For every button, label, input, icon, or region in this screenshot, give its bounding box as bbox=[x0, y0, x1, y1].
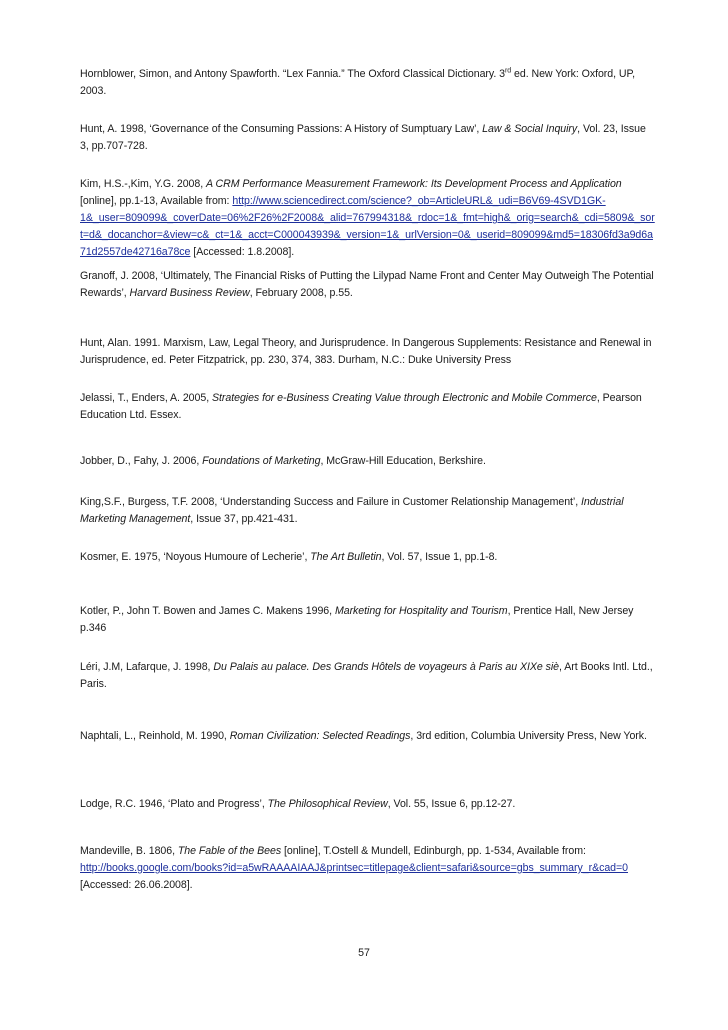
reference-entry bbox=[80, 494, 655, 528]
reference-text: , Pearson Education Ltd. Essex. bbox=[80, 392, 642, 421]
reference-italic-title: Roman Civilization: Selected Readings bbox=[229, 730, 411, 742]
reference-entry bbox=[80, 659, 655, 693]
reference-text: Hunt, Alan. 1991. Marxism, Law, Legal Theory, and Jurisprudence. In Dangerous Supplements: Resistance and Renewal in Jurisprudence, ed. Peter Fitzpatrick, pp. 230, 374, 383. Durham, N.C.: Duke University Press bbox=[80, 337, 652, 366]
reference-italic-title: A CRM Performance Measurement Framework: Its Development Process and Application bbox=[206, 178, 622, 190]
reference-text: Kim, H.S.-,Kim, Y.G. 2008, bbox=[80, 178, 207, 190]
reference-italic-title: The Art Bulletin bbox=[310, 551, 382, 563]
reference-text: [online], T.Ostell & Mundell, Edinburgh, pp. 1-534, Available from: bbox=[281, 845, 586, 857]
reference-text: King,S.F., Burgess, T.F. 2008, ‘Understanding Success and Failure in Customer Relationship Management’, bbox=[80, 496, 582, 508]
reference-url-link[interactable]: http://www.sciencedirect.com/science?_ob=ArticleURL&_udi=B6V69-4SVD1GK-1&_user=809099&_coverDate=06%2F26%2F2008&_alid=767994318&_rdoc=1&_fmt=high&_orig=search&_cdi=5809&_sort=d&_docanchor=&view=c&_ct=1&_acct=C000043939&_version=1&_urlVersion=0&_userid=809099&md5=18306fd3a9d6a71d2557de42716a78ce bbox=[80, 195, 655, 258]
reference-text: Léri, J.M, Lafarque, J. 1998, bbox=[80, 661, 214, 673]
reference-entry bbox=[80, 66, 655, 100]
reference-text: [Accessed: 1.8.2008]. bbox=[190, 246, 295, 258]
reference-entry bbox=[80, 335, 655, 369]
reference-text: [Accessed: 26.06.2008]. bbox=[80, 879, 193, 891]
reference-text: , Issue 37, pp.421-431. bbox=[190, 513, 298, 525]
reference-entry bbox=[80, 453, 655, 470]
reference-entry bbox=[80, 603, 655, 637]
reference-italic-title: The Philosophical Review bbox=[267, 798, 388, 810]
reference-text: , McGraw-Hill Education, Berkshire. bbox=[320, 455, 486, 467]
reference-text: Jobber, D., Fahy, J. 2006, bbox=[80, 455, 203, 467]
reference-entry bbox=[80, 268, 655, 302]
reference-text: Hunt, A. 1998, ‘Governance of the Consuming Passions: A History of Sumptuary Law’, bbox=[80, 123, 483, 135]
reference-text: Jelassi, T., Enders, A. 2005, bbox=[80, 392, 212, 404]
reference-text: , February 2008, p.55. bbox=[249, 287, 353, 299]
reference-text: ed. New York: Oxford, UP, 2003. bbox=[80, 68, 636, 97]
reference-italic-title: Industrial Marketing Management bbox=[80, 496, 624, 525]
reference-text: , Vol. 55, Issue 6, pp.12-27. bbox=[387, 798, 516, 810]
reference-italic-title: The Fable of the Bees bbox=[177, 845, 282, 857]
reference-url-link[interactable]: http://books.google.com/books?id=a5wRAAAAIAAJ&printsec=titlepage&client=safari&source=gbs_summary_r&cad=0 bbox=[80, 862, 628, 874]
reference-text: Kotler, P., John T. Bowen and James C. Makens 1996, bbox=[80, 605, 335, 617]
reference-text: Naphtali, L., Reinhold, M. 1990, bbox=[80, 730, 230, 742]
reference-text: Lodge, R.C. 1946, ‘Plato and Progress’, bbox=[80, 798, 268, 810]
reference-italic-title: Strategies for e-Business Creating Value through Electronic and Mobile Commerce bbox=[211, 392, 597, 404]
reference-text: Kosmer, E. 1975, ‘Noyous Humoure of Lecherie’, bbox=[80, 551, 311, 563]
reference-italic-title: Marketing for Hospitality and Tourism bbox=[334, 605, 508, 617]
reference-entry bbox=[80, 549, 655, 566]
reference-text: Mandeville, B. 1806, bbox=[80, 845, 178, 857]
reference-italic-title: Du Palais au palace. Des Grands Hôtels de voyageurs à Paris au XIXe siè bbox=[213, 661, 560, 673]
reference-entry bbox=[80, 843, 655, 894]
page-number: 57 bbox=[358, 947, 370, 959]
reference-entry bbox=[80, 176, 655, 261]
reference-italic-title: Harvard Business Review bbox=[129, 287, 250, 299]
reference-text: Hornblower, Simon, and Antony Spawforth. “Lex Fannia.” The Oxford Classical Dictionary. 3 bbox=[80, 68, 505, 80]
reference-text: , Vol. 23, Issue 3, pp.707-728. bbox=[80, 123, 646, 152]
reference-entry bbox=[80, 728, 655, 745]
reference-italic-title: Foundations of Marketing bbox=[202, 455, 321, 467]
reference-superscript: rd bbox=[505, 67, 512, 75]
reference-italic-title: Law & Social Inquiry bbox=[482, 123, 578, 135]
reference-entry bbox=[80, 390, 655, 424]
reference-text: , Prentice Hall, New Jersey p.346 bbox=[80, 605, 634, 634]
reference-entry bbox=[80, 121, 655, 155]
reference-text: , 3rd edition, Columbia University Press, New York. bbox=[410, 730, 647, 742]
reference-entry bbox=[80, 796, 655, 813]
reference-text: , Art Books Intl. Ltd., Paris. bbox=[80, 661, 653, 690]
reference-text: [online], pp.1-13, Available from: bbox=[80, 195, 233, 207]
reference-text: Granoff, J. 2008, ‘Ultimately, The Financial Risks of Putting the Lilypad Name Front and Center May Outweigh The Potential Rewards’, bbox=[80, 270, 654, 299]
reference-text: , Vol. 57, Issue 1, pp.1-8. bbox=[381, 551, 498, 563]
